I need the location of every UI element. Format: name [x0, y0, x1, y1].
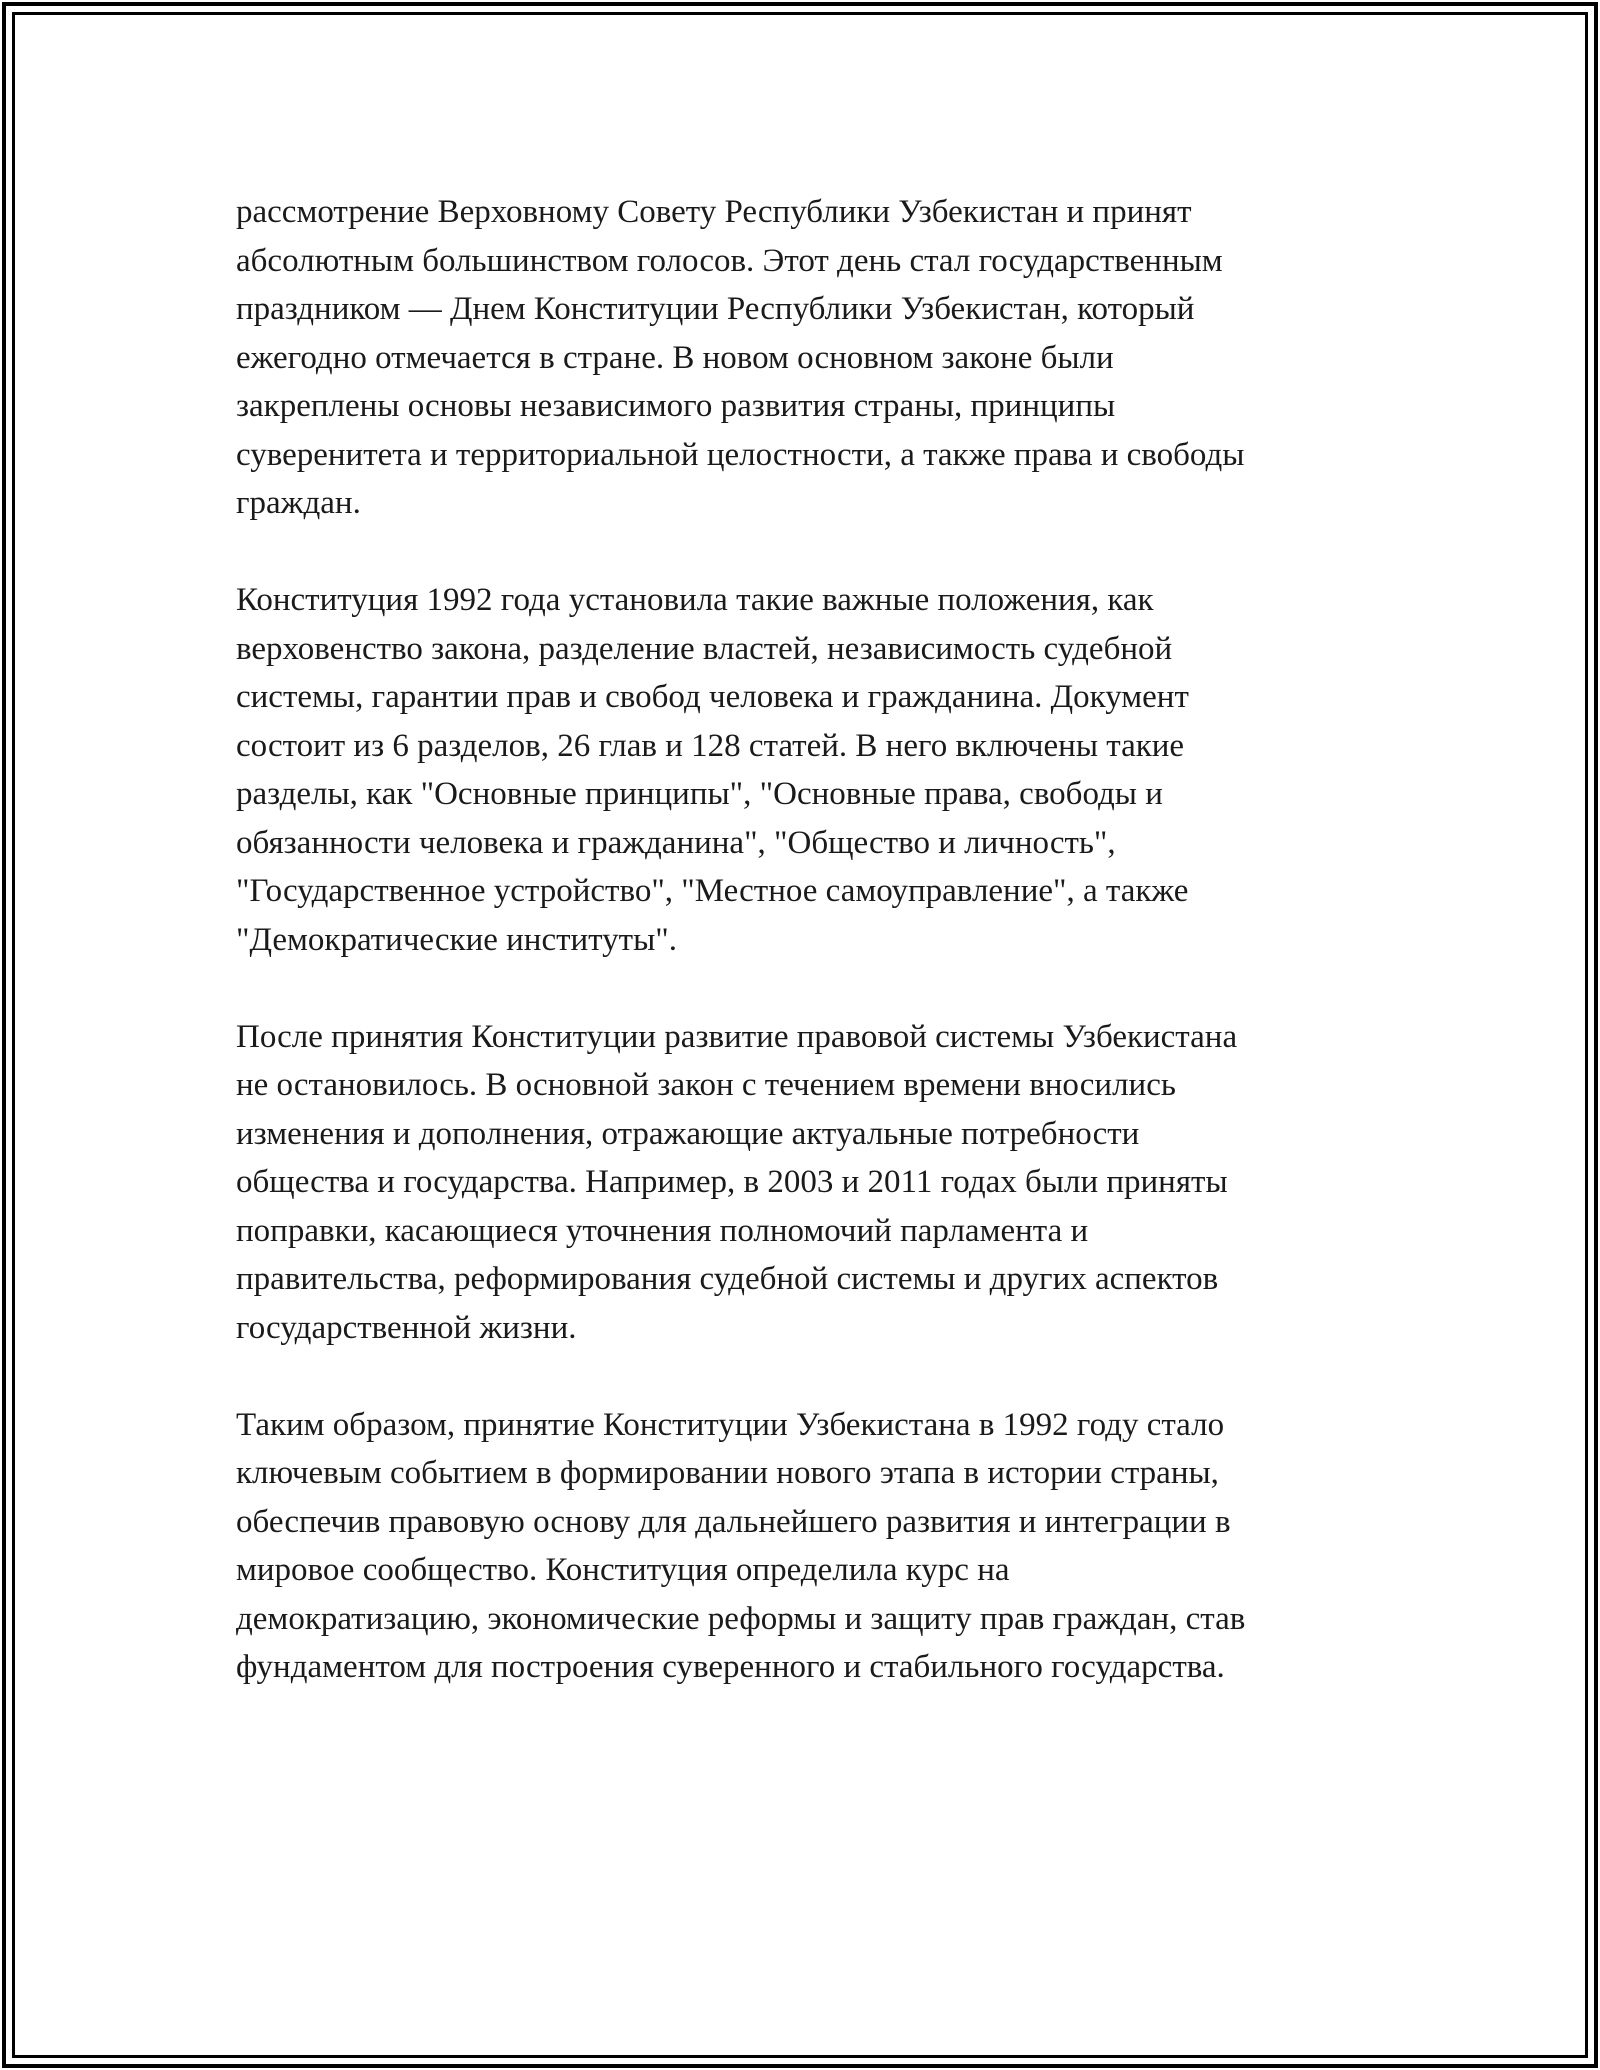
paragraph-4: Таким образом, принятие Конституции Узбекистана в 1992 году стало ключевым событием в формировании нового этапа в истории страны, обеспечив правовую основу для дальнейшего развития и интеграции в мировое сообщество. Конституция определила курс на демократизацию, экономические реформы и защиту прав граждан, став фундаментом для построения суверенного и стабильного государства. [236, 1406, 1246, 1685]
paragraph-2: Конституция 1992 года установила такие важные положения, как верховенство закона, разделение властей, независимость судебной системы, гарантии прав и свобод человека и гражданина. Документ состоит из 6 разделов, 26 глав и 128 статей. В него включены такие разделы, как "Основные принципы", "Основные права, свободы и обязанности человека и гражданина", "Общество и личность", "Государственное устройство", "Местное самоуправление", а также "Демократические институты". [236, 582, 1189, 958]
document-body [236, 188, 1396, 1692]
paragraph-3: После принятия Конституции развитие правовой системы Узбекистана не остановилось. В основной закон с течением времени вносились изменения и дополнения, отражающие актуальные потребности общества и государства. Например, в 2003 и 2011 годах были приняты поправки, касающиеся уточнения полномочий парламента и правительства, реформирования судебной системы и других аспектов государственной жизни. [236, 1018, 1238, 1346]
paragraph-1: рассмотрение Верховному Совету Республики Узбекистан и принят абсолютным большинством голосов. Этот день стал государственным праздником — Днем Конституции Республики Узбекистан, который ежегодно отмечается в стране. В новом основном законе были закреплены основы независимого развития страны, принципы суверенитета и территориальной целостности, а также права и свободы граждан. [236, 194, 1245, 521]
